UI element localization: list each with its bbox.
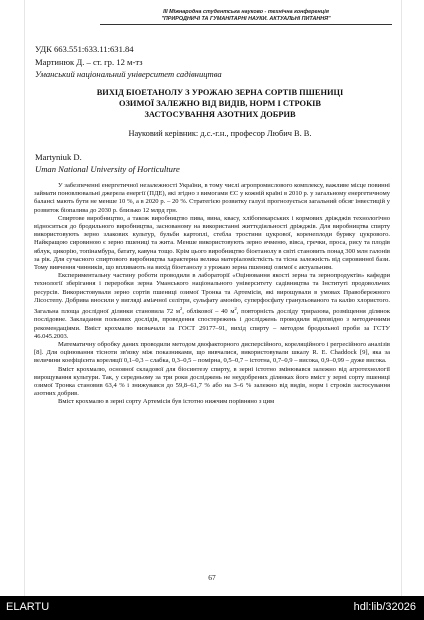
title-line-2: ОЗИМОЇ ЗАЛЕЖНО ВІД ВИДІВ, НОРМ І СТРОКІВ [119,99,321,108]
paragraph-6: Вміст крохмалю в зерні сорту Артемісія був істотно нижчим порівняно з цим [58,398,275,406]
paragraph-1: У забезпеченні енергетичної незалежності України, в тому числі агропромислового комплексу, важливе місце повинні займати поновлювальні джерела енергії (ПДЕ), які згідно з вимогами ЄС у кожній країні в 2010 р. у загальному енергетичному балансі мають бути не менше 10 %, а в 2020 р. – 20 %. Стратегією розвитку галузі прогнозується загальний обсяг інвестицій у розвиток біопалива до 2030 р. близько 12 млрд грн. [34,182,390,214]
paragraph-5: Вміст крохмалю, основної складової для біосинтезу спирту, в зерні істотно змінювався залежно від агротехнології вирощування культури. Так, у середньому за три роки досліджень не неудобрених ділянках його вміст у зерні сорту пшениці озимої Тронка становив 63,4 % і знижувався до 59,8–61,7 % або на 3–6 % залежно від видів, норм і строків застосування азотних добрив. [34,365,390,398]
footer-bar [0,596,424,620]
repository-label: ELARTU [6,601,50,613]
paragraph-2: Спиртове виробництво, а також виробництво пива, вина, квасу, хлібопекарських і кормових дріжджів технологічно відноситься до бродильного виробництва, заснованому на використанні життєдіяльності дріжджів. Для виробництва спирту використовують зерно злакових культур, бульби картоплі, стебла тростини цукрової, коренеплоди буряку цукрового. Найкращою сировиною є зерно пшениці та жита. Менше використовують зерно ячменю, вівса, гречки, проса, рису та плодів яблук, цикорію, топінамбура, батату, кавуна тощо. Крім цього виробництво біоетанолу в світі становить понад 300 млн галонів за рік. Для сучасного спиртового виробництва характерна велика матеріаломісткість та тісна залежність від сировинної бази. Тому вивчення чинників, що впливають на вихід біоетанолу з урожаю зерна пшениці озимої є актуальним. [34,214,390,272]
article-body [34,182,390,407]
paragraph-3-part-a: Експериментальну частину роботи проводили в лабораторії «Оцінювання якості зерна та зернопродуктів» кафедри технології зберігання і переробки зерна Уманського національного університету садівництва та Інституті продовольчих ресурсів. Використовували зерно сортів пшениці озимої Тронка та Артемісія, які вирощували в умовах Правобережного Лісостепу. Добрива вносили у вигляді аміачної селітри, сульфату амонію, суперфосфату гранульованого та калію хлористого. Загальна площа дослідної ділянки становила 72 м [34,272,390,316]
paragraph-3 [34,272,390,341]
superscript-1: 2 [180,306,183,312]
conference-line-2: "ПРИРОДНИЧІ ТА ГУМАНІТАРНІ НАУКИ. АКТУАЛЬНІ ПИТАННЯ" [161,15,331,22]
supervisor: Науковий керівник: д.с.-г.н., професор Любич В. В. [128,129,312,138]
author-en: Martyniuk D. [35,152,82,162]
paragraph-4: Математичну обробку даних проводили методом двофакторного дисперсійного, кореляційного і регресійного аналізів [8]. Для оцінювання тісноти зв'язку між показниками, що вивчалися, використовували шкалу R. E. Chaddock [9], яка за величини коефіцієнта кореляції 0,1–0,3 – слабка, 0,3–0,5 – помірна, 0,5–0,7 – істотна, 0,7–0,9 – висока, 0,9–0,99 – дуже висока. [34,341,390,365]
page-number: 67 [208,573,216,582]
handle-link[interactable]: hdl:lib/32026 [353,601,416,613]
udc-code: УДК 663.551:633.11:631.84 [35,44,134,54]
title-line-1: ВИХІД БІОЕТАНОЛУ З УРОЖАЮ ЗЕРНА СОРТІВ ПШЕНИЦІ [96,88,344,97]
title-line-3: ЗАСТОСУВАННЯ АЗОТНИХ ДОБРИВ [144,110,296,119]
conference-header [100,9,392,22]
header-rule [100,24,392,25]
article-title [60,87,380,120]
conference-line-1: III Міжнародна студентська науково - технічна конференція [163,9,329,15]
superscript-2: 2 [234,306,237,312]
paragraph-3-part-c: , повторність досліду триразова, розміщення ділянок послідовне. Закладання польових дослідів, проведення спостережень і досліджень проводили відповідно з методичними рекомендаціями. Вміст крохмалю визначали за ГОСТ 29177–91, вихід спирту – методом бродильної проби за ГСТУ 46.045.2003. [34,308,391,340]
paragraph-3-part-b: , облікової – 40 м [182,308,235,316]
university-en: Uman National University of Horticulture [35,164,180,174]
university-uk: Уманський національний університет садівництва [35,69,222,79]
author-uk: Мартинюк Д. – ст. гр. 12 м-тз [35,57,143,67]
